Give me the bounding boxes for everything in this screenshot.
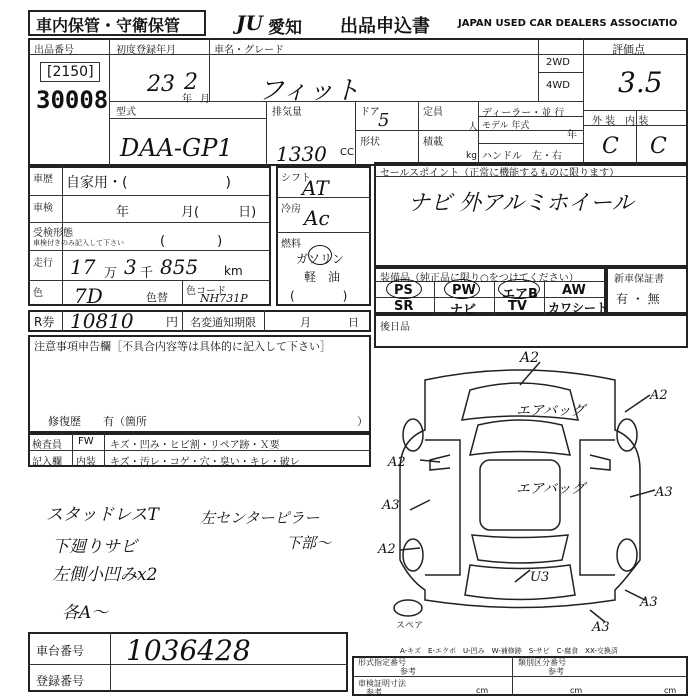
ext-value: C (602, 134, 619, 159)
color-change-label: 色替 (146, 291, 168, 304)
airbag-mid: エアバッグ (516, 481, 585, 497)
color-code-value: NH731P (200, 292, 248, 305)
entry-label: 記入欄 (32, 457, 62, 468)
note-underbody: 下廻りサビ (52, 537, 137, 557)
handle-label: ハンドル 左・右 (482, 151, 562, 162)
equipment-label: 装備品（純正品に限り○をつけてください） (380, 273, 579, 284)
drive-4wd-label: 4WD (546, 80, 570, 91)
note-pillar-lower: 下部〜 (286, 534, 332, 552)
later-label: 後日品 (380, 322, 410, 333)
interior-label: 内装 (76, 457, 96, 468)
car-name-label: 車名・グレード (214, 45, 284, 56)
drive-2wd-label: 2WD (546, 57, 570, 68)
gasoline-label: ガソリン (296, 252, 345, 266)
car-name-value: フィット (258, 76, 360, 106)
loading-label: 積載 (423, 137, 443, 148)
damage-a2-top: A2 (520, 350, 540, 366)
yen-label: 円 (166, 315, 179, 329)
cert-ref: 参考 (366, 688, 382, 697)
equip-aw: AW (562, 283, 586, 298)
lot-box-value: [2150] (47, 64, 94, 80)
int-value: C (650, 134, 667, 159)
damage-legend: A-キズ E-エクボ U-凹み W-補修跡 S-サビ C-腐食 XX-交換済 (400, 647, 618, 655)
fuel-label: 燃料 (281, 239, 301, 250)
history-value: 自家用・( ) (66, 175, 231, 191)
class-no-label: 類別区分番号 (518, 658, 566, 667)
org-name: 愛知 (268, 18, 302, 38)
first-reg-label: 初度登録年月 (116, 45, 176, 56)
note-left-dent: 左側小凹みx2 (52, 565, 158, 585)
equip-tv: TV (508, 299, 527, 314)
recv-note: 車検付きのみ記入して下さい (33, 239, 124, 247)
equip-leather: カワシート (548, 301, 609, 315)
repair-close: ） (357, 415, 368, 428)
dealer-label: ディーラー・並 行 (482, 108, 565, 119)
storage-label: 車内保管・守衛保管 (36, 16, 181, 35)
designation-ref: 参考 (400, 667, 416, 676)
equip-navi: ナビ (450, 303, 477, 318)
mileage-sen-value: 3 (124, 255, 137, 279)
damage-a2-top-right: A2 (650, 388, 668, 403)
ju-logo: JU (236, 11, 263, 35)
inspector-label: 検査員 (32, 440, 62, 451)
cm-label-2: cm (570, 686, 583, 695)
cm-label-3: cm (664, 686, 677, 695)
diesel-label: 軽 油 (304, 270, 341, 284)
equip-pw: PW (452, 283, 476, 298)
color-value: 7D (74, 284, 103, 308)
mileage-man-unit: 万 (104, 266, 118, 281)
damage-a2-left-lower: A2 (378, 542, 396, 557)
rating-label: 評価点 (612, 43, 645, 56)
assoc-name: JAPAN USED CAR DEALERS ASSOCIATIO (458, 18, 678, 29)
fw-label: FW (78, 436, 94, 447)
cooler-value: Ac (304, 206, 330, 230)
model-year-unit: 年 (567, 130, 577, 141)
shift-label: シフト (281, 173, 311, 184)
month-label: 月 (200, 94, 210, 105)
equip-sr: SR (394, 299, 414, 314)
fw-items: キズ・凹み・ヒビ割・リペア跡・Ｘ要 (110, 440, 280, 451)
mileage-sen-unit: 千 (140, 266, 154, 281)
model-label: 型式 (116, 107, 136, 118)
color-code-label: 色コード (186, 286, 226, 297)
equip-ps: PS (394, 283, 413, 298)
body-shape-label: 形状 (360, 137, 380, 148)
chassis-value: 1036428 (126, 634, 251, 667)
cm-label-1: cm (476, 686, 489, 695)
note-each: 各A〜 (62, 603, 109, 623)
doors-label: ドア (360, 107, 380, 118)
doc-title: 出品申込書 (340, 16, 430, 37)
person-label: 人 (468, 122, 478, 133)
year-label: 年 (182, 94, 192, 105)
displacement-value: 1330 (276, 142, 327, 166)
warranty-options: 有 ・ 無 (616, 292, 660, 306)
reg-no-label: 登録番号 (36, 674, 85, 688)
mileage-rest-value: 855 (160, 255, 199, 279)
sales-point-value: ナビ 外アルミホイール (408, 191, 634, 216)
cooler-label: 冷房 (281, 204, 301, 215)
doors-value: 5 (378, 110, 390, 131)
name-change-day: 日 (348, 316, 359, 329)
model-value: DAA-GP1 (120, 134, 233, 162)
history-label: 車歴 (33, 174, 53, 185)
recv-paren: ( ) (160, 234, 223, 249)
fuel-paren: ( ) (290, 289, 348, 303)
note-studless: スタッドレスT (46, 505, 159, 525)
model-year-label: モデル 年式 (482, 121, 530, 131)
r-ken-label: R券 (34, 315, 55, 329)
repair-label: 修復歴 有（箇所 (48, 415, 147, 428)
class-ref: 参考 (548, 667, 564, 676)
damage-a3-bottom: A3 (592, 620, 610, 635)
km-label: km (224, 264, 243, 278)
notes-label: 注意事項申告欄［不具合内容等は具体的に記入して下さい］ (34, 340, 331, 353)
sales-point-label: セールスポイント（正常に機能するものに限ります） (380, 168, 620, 179)
damage-a3-bottom-right: A3 (640, 595, 658, 610)
damage-a2-left: A2 (388, 455, 406, 470)
note-pillar: 左センターピラー (200, 509, 320, 527)
ext-int-label: 外 装 内 装 (592, 116, 649, 127)
cert-dims-label: 車検証明寸法 (358, 679, 406, 688)
shift-value: AT (302, 176, 329, 200)
color-label: 色 (33, 288, 43, 299)
damage-a3-left: A3 (382, 498, 400, 513)
r-ken-value: 10810 (70, 309, 134, 333)
mileage-man-value: 17 (70, 255, 96, 279)
damage-u3: U3 (530, 570, 550, 585)
recv-form-label: 受検形態 (33, 228, 73, 239)
reg-year-value: 23 (147, 72, 175, 97)
kg-label: kg (466, 151, 477, 161)
interior-items: キズ・汚レ・コゲ・穴・臭い・キレ・破レ (110, 457, 300, 468)
designation-label: 形式指定番号 (358, 658, 406, 667)
name-change-label: 名変通知期限 (190, 316, 256, 329)
equip-airbag: エアB (502, 287, 538, 302)
lot-no-label: 出品番号 (34, 45, 74, 56)
airbag-front: エアバッグ (516, 403, 585, 419)
warranty-label: 新車保証書 (614, 274, 664, 285)
capacity-label: 定員 (423, 107, 443, 118)
lot-number: 30008 (36, 86, 109, 114)
damage-a3-right: A3 (655, 485, 673, 500)
name-change-month: 月 (300, 316, 311, 329)
reg-month-value: 2 (184, 70, 198, 95)
inspection-label: 車検 (33, 203, 53, 214)
cc-label: CC (340, 147, 354, 158)
inspection-format: 年 月( 日) (116, 205, 257, 220)
rating-value: 3.5 (618, 66, 663, 99)
chassis-label: 車台番号 (36, 644, 85, 658)
mileage-label: 走行 (33, 258, 53, 269)
spare-label: スペア (396, 621, 424, 631)
displacement-label: 排気量 (272, 107, 302, 118)
